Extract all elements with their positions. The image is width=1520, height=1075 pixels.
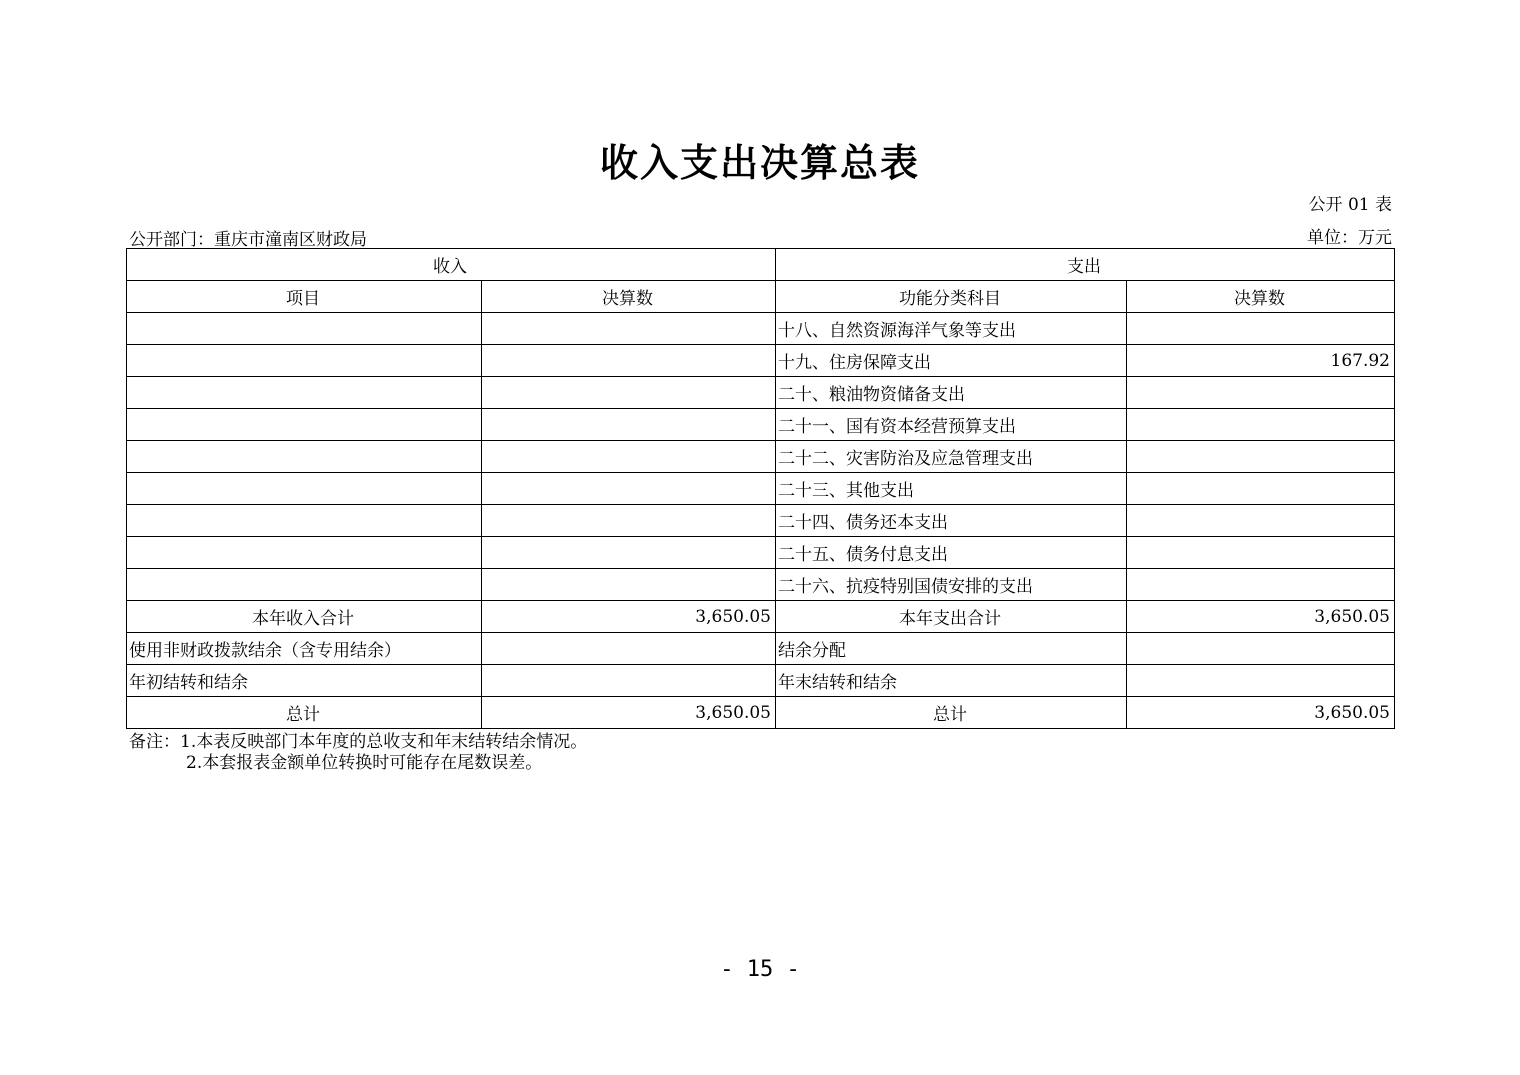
table-row (127, 377, 1395, 409)
expense-item-cell: 结余分配 (776, 633, 1127, 665)
income-amount-cell (482, 633, 776, 665)
income-amount-cell (482, 569, 776, 601)
header-row-columns (127, 281, 1395, 313)
income-item-cell: 使用非财政拨款结余（含专用结余） (127, 633, 482, 665)
income-expense-table (126, 248, 1395, 729)
page-title: 收入支出决算总表 (599, 141, 920, 185)
expense-amount-cell (1127, 569, 1395, 601)
expense-item-cell: 二十六、抗疫特别国债安排的支出 (776, 569, 1127, 601)
income-amount-cell (482, 665, 776, 697)
table-row (127, 633, 1395, 665)
income-item-cell (127, 537, 482, 569)
income-amount-cell (482, 441, 776, 473)
notes (129, 732, 587, 774)
grand-total-row (127, 697, 1395, 729)
expense-item-cell: 十九、住房保障支出 (776, 345, 1127, 377)
income-amount-cell (482, 505, 776, 537)
year-expense-total-amount: 3,650.05 (1127, 601, 1395, 633)
year-expense-total-label: 本年支出合计 (776, 601, 1127, 633)
table-row (127, 313, 1395, 345)
form-number: 公开 01 表 (1308, 195, 1392, 215)
expense-item-cell: 二十三、其他支出 (776, 473, 1127, 505)
table-row (127, 505, 1395, 537)
income-item-cell (127, 377, 482, 409)
table-row (127, 473, 1395, 505)
table-row (127, 409, 1395, 441)
income-item-cell (127, 505, 482, 537)
expense-item-cell: 年末结转和结余 (776, 665, 1127, 697)
expense-item-cell: 二十一、国有资本经营预算支出 (776, 409, 1127, 441)
table-row (127, 537, 1395, 569)
table-body (127, 249, 1395, 729)
expense-item-cell: 二十四、债务还本支出 (776, 505, 1127, 537)
page-number: - 15 - (720, 957, 800, 982)
income-item-cell (127, 569, 482, 601)
expense-amount-cell (1127, 441, 1395, 473)
year-income-total-label: 本年收入合计 (127, 601, 482, 633)
note-line-2: 2.本套报表金额单位转换时可能存在尾数误差。 (186, 753, 543, 773)
expense-item-cell: 十八、自然资源海洋气象等支出 (776, 313, 1127, 345)
table-row (127, 441, 1395, 473)
expense-amount-cell (1127, 537, 1395, 569)
income-amount-cell (482, 313, 776, 345)
header-income: 收入 (127, 249, 776, 281)
income-item-cell (127, 409, 482, 441)
expense-amount-cell: 167.92 (1127, 345, 1395, 377)
income-amount-cell (482, 345, 776, 377)
expense-amount-cell (1127, 665, 1395, 697)
grand-income-total-amount: 3,650.05 (482, 697, 776, 729)
income-amount-cell (482, 409, 776, 441)
expense-amount-cell (1127, 473, 1395, 505)
expense-item-cell: 二十五、债务付息支出 (776, 537, 1127, 569)
table-row (127, 665, 1395, 697)
income-item-cell (127, 313, 482, 345)
income-amount-cell (482, 537, 776, 569)
income-item-cell (127, 345, 482, 377)
note-line-1: 备注：1.本表反映部门本年度的总收支和年末结转结余情况。 (129, 732, 588, 752)
table-row (127, 345, 1395, 377)
header-amount-expense: 决算数 (1127, 281, 1395, 313)
header-item: 项目 (127, 281, 482, 313)
expense-amount-cell (1127, 409, 1395, 441)
income-item-cell: 年初结转和结余 (127, 665, 482, 697)
income-item-cell (127, 441, 482, 473)
income-item-cell (127, 473, 482, 505)
header-amount: 决算数 (482, 281, 776, 313)
expense-amount-cell (1127, 633, 1395, 665)
income-amount-cell (482, 377, 776, 409)
header-func-item: 功能分类科目 (776, 281, 1127, 313)
grand-expense-total-amount: 3,650.05 (1127, 697, 1395, 729)
department-label: 公开部门：重庆市潼南区财政局 (129, 230, 367, 250)
header-row-group (127, 249, 1395, 281)
grand-income-total-label: 总计 (127, 697, 482, 729)
year-income-total-amount: 3,650.05 (482, 601, 776, 633)
expense-amount-cell (1127, 377, 1395, 409)
unit-label: 单位：万元 (1307, 228, 1392, 248)
income-amount-cell (482, 473, 776, 505)
header-expense: 支出 (776, 249, 1395, 281)
expense-item-cell: 二十、粮油物资储备支出 (776, 377, 1127, 409)
expense-item-cell: 二十二、灾害防治及应急管理支出 (776, 441, 1127, 473)
expense-amount-cell (1127, 313, 1395, 345)
year-total-row (127, 601, 1395, 633)
grand-expense-total-label: 总计 (776, 697, 1127, 729)
table-row (127, 569, 1395, 601)
expense-amount-cell (1127, 505, 1395, 537)
